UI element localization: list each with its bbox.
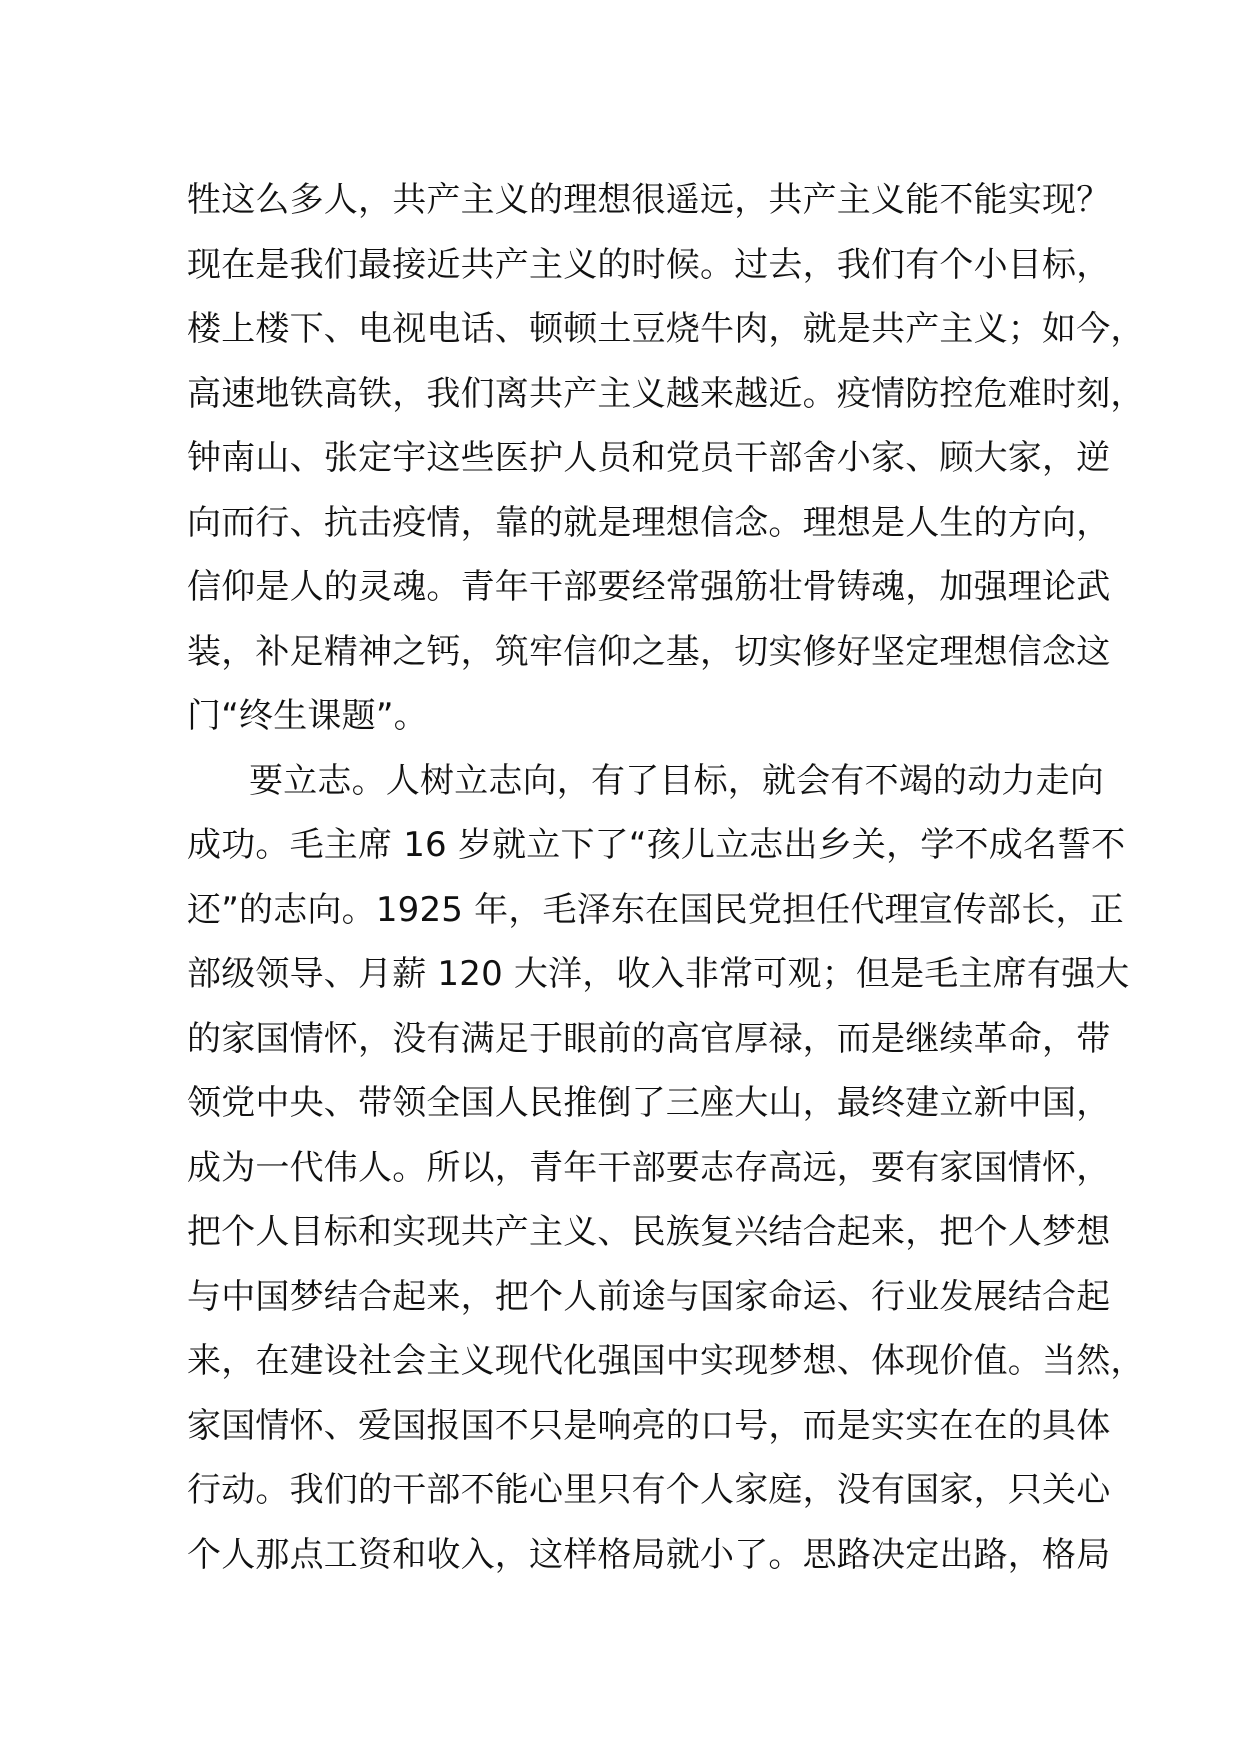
text-line: 装，补足精神之钙，筑牢信仰之基，切实修好坚定理想信念这: [187, 631, 1111, 672]
text-line: 把个人目标和实现共产主义、民族复兴结合起来，把个人梦想: [187, 1212, 1111, 1252]
text-line: 牲这么多人，共产主义的理想很遥远，共产主义能不能实现？: [187, 180, 1111, 220]
text-line: 现在是我们最接近共产主义的时候。过去，我们有个小目标，: [187, 244, 1111, 285]
text-line: 成功。毛主席 16 岁就立下了“孩儿立志出乡关，学不成名誓不: [187, 825, 1126, 865]
text-line: 部级领导、月薪 120 大洋，收入非常可观；但是毛主席有强大: [187, 954, 1130, 994]
text-line: 向而行、抗击疫情，靠的就是理想信念。理想是人生的方向，: [187, 502, 1111, 543]
text-line: 信仰是人的灵魂。青年干部要经常强筋壮骨铸魂，加强理论武: [187, 567, 1111, 607]
text-line: 门“终生课题”。: [187, 696, 428, 736]
body-text: [187, 168, 1145, 1587]
text-line: 成为一代伟人。所以，青年干部要志存高远，要有家国情怀，: [187, 1147, 1111, 1188]
text-line: 楼上楼下、电视电话、顿顿土豆烧牛肉，就是共产主义；如今，: [187, 309, 1145, 349]
text-line: 的家国情怀，没有满足于眼前的高官厚禄，而是继续革命，带: [187, 1018, 1111, 1059]
text-line: 与中国梦结合起来，把个人前途与国家命运、行业发展结合起: [187, 1276, 1111, 1317]
text-line: 还”的志向。1925 年，毛泽东在国民党担任代理宣传部长，正: [187, 889, 1124, 930]
text-line: 领党中央、带领全国人民推倒了三座大山，最终建立新中国，: [187, 1083, 1111, 1123]
paragraph-start-line: 要立志。人树立志向，有了目标，就会有不竭的动力走向: [249, 760, 1104, 801]
text-line: 高速地铁高铁，我们离共产主义越来越近。疫情防控危难时刻，: [187, 373, 1145, 414]
text-line: 来，在建设社会主义现代化强国中实现梦想、体现价值。当然，: [187, 1341, 1145, 1381]
text-line: 个人那点工资和收入，这样格局就小了。思路决定出路，格局: [187, 1534, 1111, 1575]
text-line: 行动。我们的干部不能心里只有个人家庭，没有国家，只关心: [187, 1470, 1111, 1510]
text-line: 钟南山、张定宇这些医护人员和党员干部舍小家、顾大家，逆: [187, 438, 1111, 478]
text-line: 家国情怀、爱国报国不只是响亮的口号，而是实实在在的具体: [187, 1405, 1111, 1446]
